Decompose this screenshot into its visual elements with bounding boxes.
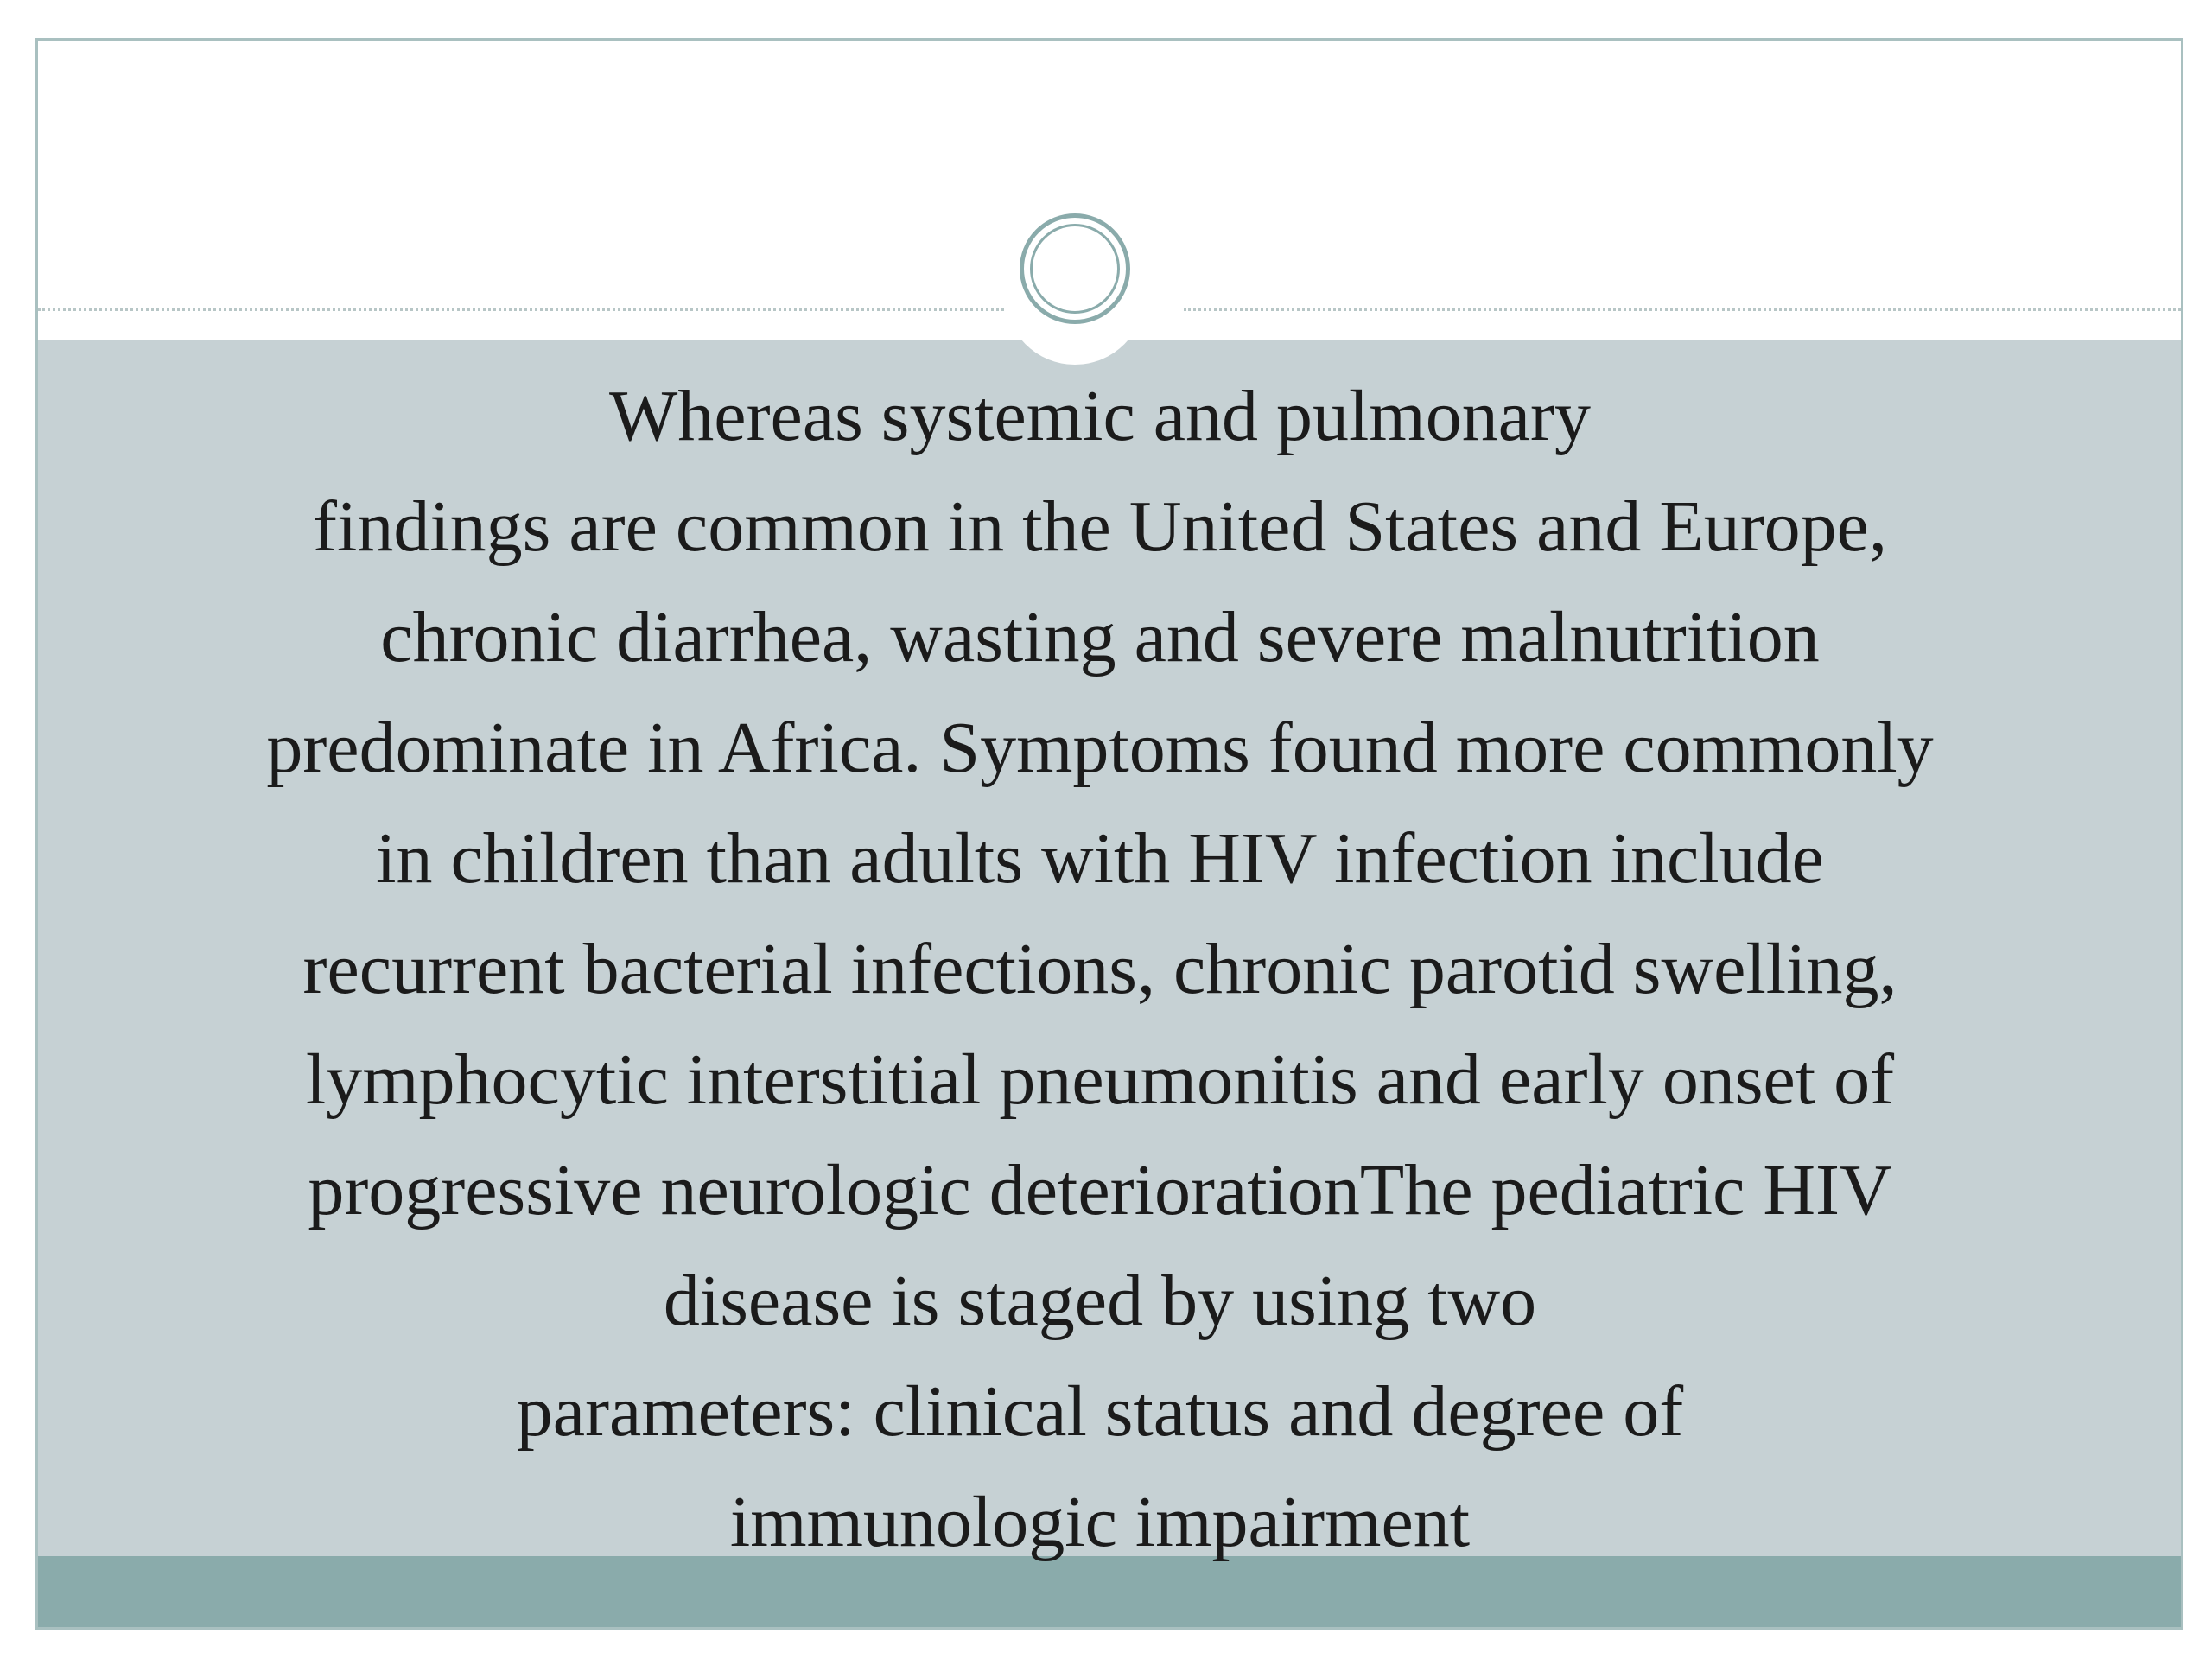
body-line: Whereas systemic and pulmonary <box>609 376 1591 456</box>
slide-body-text <box>86 361 2113 1578</box>
body-line: disease is staged by using two <box>663 1261 1537 1341</box>
title-divider-right <box>1184 308 2183 311</box>
body-line: immunologic impairment <box>729 1482 1471 1562</box>
circle-ornament-icon <box>1020 213 1130 324</box>
body-line: lymphocytic interstitial pneumonitis and early onset of <box>305 1039 1895 1120</box>
body-line: findings are common in the United States and Europe, <box>313 486 1887 567</box>
body-line: in children than adults with HIV infection include <box>376 818 1824 899</box>
body-line: predominate in Africa. Symptoms found more commonly <box>266 708 1934 788</box>
body-line: progressive neurologic deteriorationThe pediatric HIV <box>308 1150 1892 1230</box>
body-line: recurrent bacterial infections, chronic parotid swelling, <box>302 929 1897 1009</box>
body-line: chronic diarrhea, wasting and severe malnutrition <box>380 597 1820 677</box>
title-divider-left <box>38 308 1040 311</box>
body-line: parameters: clinical status and degree of <box>516 1371 1684 1452</box>
